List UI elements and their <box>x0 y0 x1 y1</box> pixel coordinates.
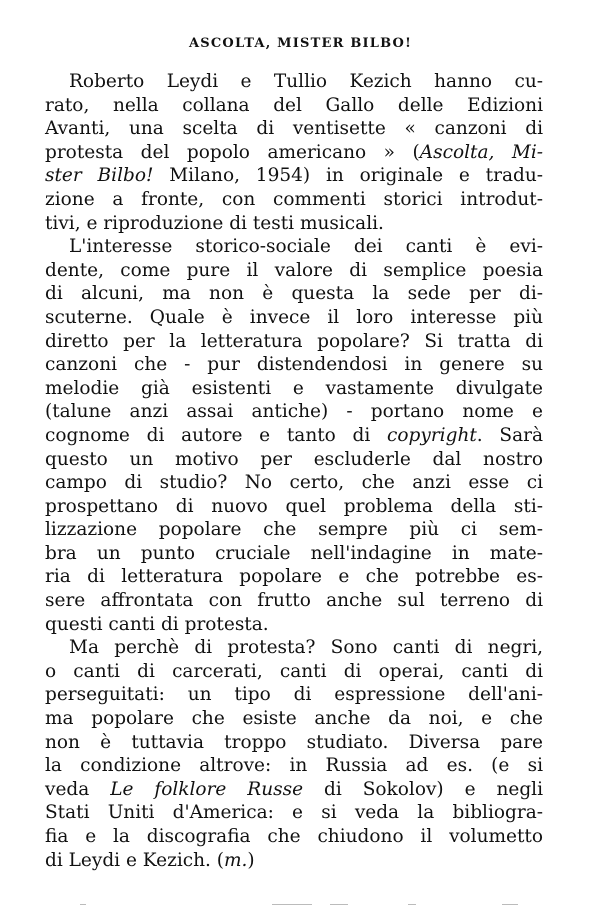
scan-mark <box>330 904 348 905</box>
text-line: veda Le folklore Russe di Sokolov) e negli <box>45 778 544 800</box>
footer-scan-marks <box>0 900 601 910</box>
text-line: fia e la discografia che chiudono il volumetto <box>45 826 543 847</box>
italic-title: ster Bilbo! <box>45 165 154 187</box>
text-line: di Leydi e Kezich. (m.) <box>45 849 255 871</box>
text-line: rato, nella collana del Gallo delle Edizioni <box>45 94 543 116</box>
scan-mark <box>272 904 312 905</box>
text-line: bra un punto cruciale nell'indagine in mate- <box>45 542 543 564</box>
italic-title: Le folklore Russe <box>110 778 304 800</box>
text-line: melodie già esistenti e vastamente divulgate <box>45 377 543 399</box>
paragraph-3 <box>45 636 543 872</box>
text-line: Roberto Leydi e Tullio Kezich hanno cu- <box>69 71 543 92</box>
text-line: diretto per la letteratura popolare? Si tratta di <box>45 330 543 352</box>
text-line: protesta del popolo americano » (Ascolta, Mi- <box>45 141 543 163</box>
text-line: cognome di autore e tanto di copyright. Sarà <box>45 424 543 446</box>
scan-mark <box>408 904 416 905</box>
scan-mark <box>80 904 86 905</box>
text-line: o canti di carcerati, canti di operai, canti di <box>45 660 543 682</box>
text-line: scuterne. Quale è invece il loro interesse più <box>45 306 543 328</box>
text-line: Stati Uniti d'America: e si veda la bibliogra- <box>45 802 543 824</box>
author-initial: m. <box>223 849 248 871</box>
text-line: ster Bilbo! Milano, 1954) in originale e tradu- <box>45 165 543 187</box>
italic-term: copyright <box>387 424 477 446</box>
text-line: campo di studio? No certo, che anzi esse ci <box>45 472 543 494</box>
scan-mark <box>502 904 518 905</box>
body-text <box>45 70 543 872</box>
text-line: questo un motivo per escluderle dal nostro <box>45 448 543 470</box>
text-line: ma popolare che esiste anche da noi, e che <box>45 708 543 730</box>
text-line: la condizione altrove: in Russia ad es. (e si <box>45 755 543 777</box>
text-line: zione a fronte, con commenti storici introdut- <box>45 188 543 210</box>
paragraph-1 <box>45 70 543 235</box>
text-line: tivi, e riproduzione di testi musicali. <box>45 212 384 234</box>
page-heading: ASCOLTA, MISTER BILBO! <box>189 36 412 51</box>
text-line: sere affrontata con frutto anche sul terreno di <box>45 590 543 612</box>
text-line: lizzazione popolare che sempre più ci sem- <box>45 519 543 541</box>
text-line: questi canti di protesta. <box>45 613 269 635</box>
text-line: (talune anzi assai antiche) - portano nome e <box>45 401 543 423</box>
text-line: di alcuni, ma non è questa la sede per di- <box>45 283 543 305</box>
paragraph-2 <box>45 235 543 636</box>
text-line: ria di letteratura popolare e che potrebbe es- <box>45 566 543 588</box>
text-line: Avanti, una scelta di ventisette « canzoni di <box>45 118 543 140</box>
text-line: non è tuttavia troppo studiato. Diversa pare <box>45 731 543 753</box>
text-line: prospettano di nuovo quel problema della sti- <box>45 495 543 517</box>
text-line: L'interesse storico-sociale dei canti è evi- <box>69 236 543 258</box>
text-line: Ma perchè di protesta? Sono canti di negri, <box>69 637 543 659</box>
text-line: perseguitati: un tipo di espressione dell'ani- <box>45 684 543 706</box>
italic-title: Ascolta, Mi- <box>419 141 543 163</box>
text-line: dente, come pure il valore di semplice poesia <box>45 259 543 281</box>
text-line: canzoni che - pur distendendosi in genere su <box>45 354 543 376</box>
